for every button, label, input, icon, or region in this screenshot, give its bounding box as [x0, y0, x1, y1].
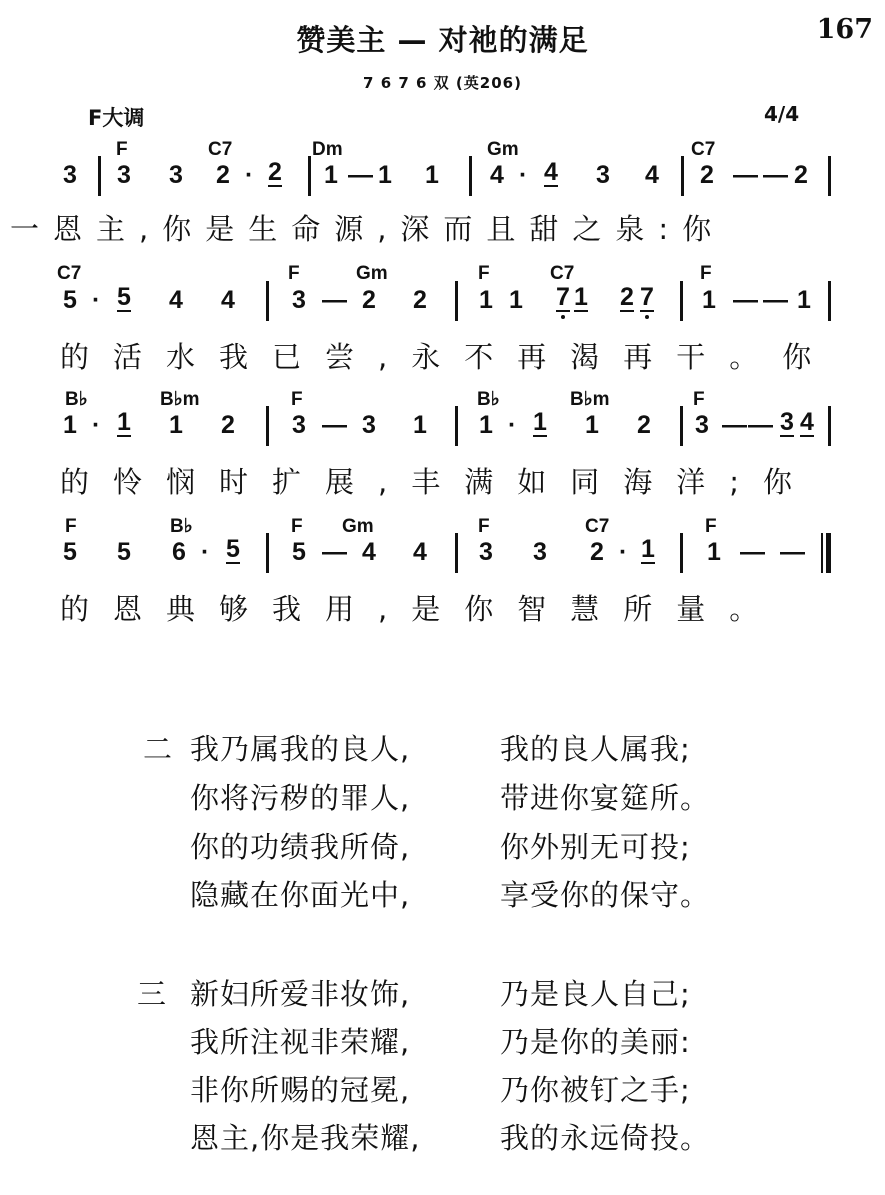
barline — [266, 533, 269, 573]
barline — [308, 156, 311, 196]
note-underlined: 4 — [544, 158, 558, 186]
note: 1 — [413, 411, 427, 439]
barline — [266, 281, 269, 321]
dot: · — [92, 286, 101, 314]
chord-symbol: F — [291, 516, 303, 537]
chord-symbol: C7 — [57, 263, 82, 284]
note: 5 — [63, 538, 77, 566]
chord-symbol: C7 — [585, 516, 610, 537]
chord-symbol: B♭ — [65, 389, 88, 410]
note: 5 — [63, 286, 77, 314]
note: 2 — [590, 538, 604, 566]
dot: · — [245, 161, 254, 189]
lyric-line-4: 的恩典够我用,是你智慧所量。 — [60, 592, 783, 626]
note-underlined: 2 — [620, 283, 634, 311]
note: 2 — [637, 411, 651, 439]
low-octave-dot — [561, 315, 565, 319]
hymn-title: 赞美主 — 对祂的满足 — [296, 23, 589, 57]
note: 3 — [292, 411, 306, 439]
verse-line-left: 非你所赐的冠冕, — [190, 1073, 411, 1107]
dot: · — [619, 538, 628, 566]
note: 1 — [63, 411, 77, 439]
note-underlined: 1 — [574, 283, 588, 311]
chord-symbol: C7 — [208, 139, 233, 160]
verse-line-right: 享受你的保守。 — [500, 878, 711, 912]
lyric-line-1: 一恩主,你是生命源,深而且甜之泉:你 — [10, 212, 726, 246]
note: 4 — [490, 161, 504, 189]
barline — [455, 533, 458, 573]
time-signature: 4/4 — [764, 102, 800, 126]
final-barline — [821, 533, 831, 573]
note-underlined: 2 — [268, 158, 282, 186]
note-underlined: 1 — [533, 408, 547, 436]
verse-line-left: 你将污秽的罪人, — [190, 781, 411, 815]
note: 2 — [221, 411, 235, 439]
note: 1 — [707, 538, 721, 566]
dash: — — [322, 286, 347, 314]
barline — [680, 406, 683, 446]
dot: · — [92, 411, 101, 439]
verse-line-right: 乃是你的美丽: — [500, 1025, 691, 1059]
note-underlined: 3 — [780, 408, 794, 436]
note: 1 — [797, 286, 811, 314]
chord-symbol: F — [700, 263, 712, 284]
verse-line-right: 乃是良人自己; — [500, 977, 691, 1011]
note: 1 — [702, 286, 716, 314]
barline — [266, 406, 269, 446]
dash: — — [780, 538, 805, 566]
chord-symbol: Dm — [312, 139, 343, 160]
verse-number: 二 — [143, 732, 173, 766]
note: 3 — [292, 286, 306, 314]
chord-symbol: Gm — [487, 139, 519, 160]
verse-line-left: 隐藏在你面光中, — [190, 878, 411, 912]
chord-symbol: F — [478, 516, 490, 537]
dash: — — [733, 286, 758, 314]
dash: — — [763, 286, 788, 314]
verse-line-right: 我的永远倚投。 — [500, 1121, 711, 1155]
note-underlined: 5 — [226, 535, 240, 563]
verse-line-right: 带进你宴筵所。 — [500, 781, 711, 815]
dash: — — [733, 161, 758, 189]
chord-symbol: C7 — [550, 263, 575, 284]
note: 4 — [221, 286, 235, 314]
chord-symbol: Gm — [356, 263, 388, 284]
note-underlined-low: 7 — [556, 285, 570, 312]
barline — [828, 156, 831, 196]
dash: — — [763, 161, 788, 189]
note: 1 — [324, 161, 338, 189]
note: 2 — [413, 286, 427, 314]
note-underlined-low: 7 — [640, 285, 654, 312]
dash: — — [322, 411, 347, 439]
note: 5 — [117, 538, 131, 566]
note: 3 — [596, 161, 610, 189]
note-underlined: 4 — [800, 408, 814, 436]
note: 6 — [172, 538, 186, 566]
note: 3 — [362, 411, 376, 439]
chord-symbol: F — [65, 516, 77, 537]
chord-symbol: F — [288, 263, 300, 284]
note-underlined: 1 — [117, 408, 131, 436]
page-number: 167 — [816, 14, 873, 45]
verse-line-left: 新妇所爱非妆饰, — [190, 977, 411, 1011]
note-underlined: 5 — [117, 283, 131, 311]
verse-line-right: 乃你被钉之手; — [500, 1073, 691, 1107]
verse-line-left: 你的功绩我所倚, — [190, 830, 411, 864]
chord-symbol: F — [291, 389, 303, 410]
note: 2 — [362, 286, 376, 314]
note: 4 — [169, 286, 183, 314]
dash: — — [722, 411, 747, 439]
dash: — — [748, 411, 773, 439]
note: 3 — [479, 538, 493, 566]
verse-line-left: 我所注视非荣耀, — [190, 1025, 411, 1059]
lyric-line-3: 的怜悯时扩展,丰满如同海洋;你 — [60, 465, 816, 499]
note: 1 — [509, 286, 523, 314]
chord-symbol: B♭ — [170, 516, 193, 537]
chord-symbol: F — [693, 389, 705, 410]
note-row — [0, 281, 885, 321]
chord-symbol: B♭m — [570, 389, 610, 410]
note: 3 — [117, 161, 131, 189]
note: 1 — [585, 411, 599, 439]
note: 3 — [169, 161, 183, 189]
dash: — — [322, 538, 347, 566]
dot: · — [519, 161, 528, 189]
dot: · — [201, 538, 210, 566]
note-row — [0, 406, 885, 446]
chord-symbol: F — [478, 263, 490, 284]
chord-symbol: B♭m — [160, 389, 200, 410]
chord-symbol: F — [705, 516, 717, 537]
meter-info: 7 6 7 6 双 (英206) — [363, 74, 522, 92]
barline — [469, 156, 472, 196]
barline — [681, 156, 684, 196]
note: 3 — [695, 411, 709, 439]
note-row — [0, 533, 885, 573]
note: 1 — [479, 286, 493, 314]
barline — [828, 406, 831, 446]
note: 2 — [794, 161, 808, 189]
verse-line-right: 我的良人属我; — [500, 732, 691, 766]
dash: — — [740, 538, 765, 566]
barline — [680, 533, 683, 573]
note: 1 — [378, 161, 392, 189]
note: 4 — [645, 161, 659, 189]
note: 4 — [362, 538, 376, 566]
note: 2 — [700, 161, 714, 189]
barline — [680, 281, 683, 321]
dot: · — [508, 411, 517, 439]
barline — [455, 281, 458, 321]
low-octave-dot — [645, 315, 649, 319]
verse-number: 三 — [137, 977, 167, 1011]
barline — [828, 281, 831, 321]
note: 5 — [292, 538, 306, 566]
chord-symbol: B♭ — [477, 389, 500, 410]
chord-symbol: Gm — [342, 516, 374, 537]
barline — [98, 156, 101, 196]
note-underlined: 1 — [641, 535, 655, 563]
note: 3 — [533, 538, 547, 566]
chord-symbol: F — [116, 139, 128, 160]
note: 1 — [169, 411, 183, 439]
note: 2 — [216, 161, 230, 189]
note: 1 — [425, 161, 439, 189]
note: 4 — [413, 538, 427, 566]
key-signature: F大调 — [88, 106, 145, 130]
note: 3 — [63, 161, 77, 189]
dash: — — [348, 161, 373, 189]
lyric-line-2: 的活水我已尝,永不再渴再干。你 — [60, 340, 836, 374]
verse-line-left: 恩主,你是我荣耀, — [190, 1121, 421, 1155]
verse-line-left: 我乃属我的良人, — [190, 732, 411, 766]
note-row — [0, 156, 885, 196]
note: 1 — [479, 411, 493, 439]
barline — [455, 406, 458, 446]
chord-symbol: C7 — [691, 139, 716, 160]
verse-line-right: 你外别无可投; — [500, 830, 691, 864]
